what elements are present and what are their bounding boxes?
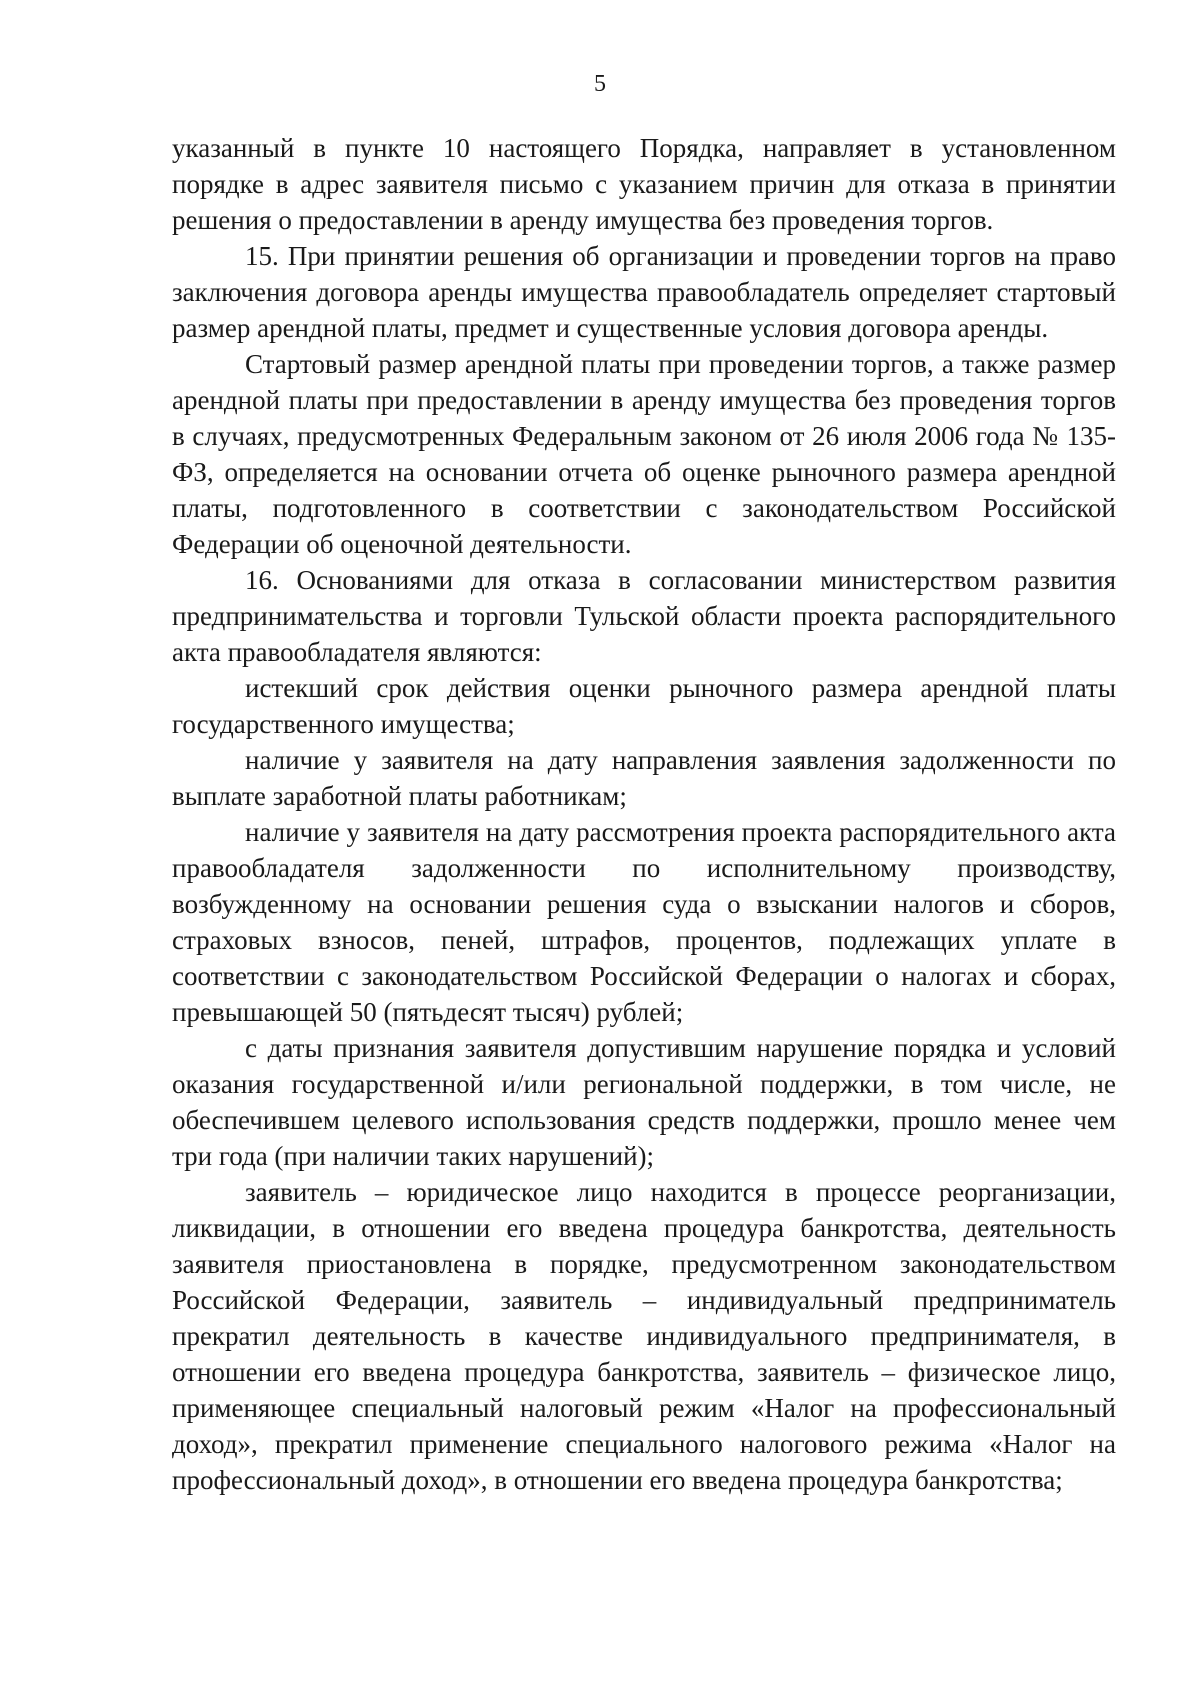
list-item-reorganization-bankruptcy: заявитель – юридическое лицо находится в процессе реорганизации, ликвидации, в отношении его введена процедура банкротства, деятельность заявителя приостановлена в порядке, предусмотренном законодательством Российской Федерации, заявитель – индивидуальный предприниматель прекратил деятельность в качестве индивидуального предпринимателя, в отношении его введена процедура банкротства, заявитель – физическое лицо, применяющее специальный налоговый режим «Налог на профессиональный доход», прекратил применение специального налогового режима «Налог на профессиональный доход», в отношении его введена процедура банкротства; <box>172 1177 1116 1495</box>
document-body <box>172 130 1116 1498</box>
list-item-wage-arrears: наличие у заявителя на дату направления заявления задолженности по выплате заработной платы работникам; <box>172 745 1116 811</box>
list-item-tax-debt: наличие у заявителя на дату рассмотрения проекта распорядительного акта правообладателя задолженности по исполнительному производству, возбужденному на основании решения суда о взыскании налогов и сборов, страховых взносов, пеней, штрафов, процентов, подлежащих уплате в соответствии с законодательством Российской Федерации о налогах и сборах, превышающей 50 (пятьдесят тысяч) рублей; <box>172 817 1116 1027</box>
paragraph-clause-16: 16. Основаниями для отказа в согласовании министерством развития предпринимательства и торговли Тульской области проекта распорядительного акта правообладателя являются: <box>172 565 1116 667</box>
list-item-expired-valuation: истекший срок действия оценки рыночного размера арендной платы государственного имущества; <box>172 673 1116 739</box>
paragraph-clause-15: 15. При принятии решения об организации и проведении торгов на право заключения договора аренды имущества правообладатель определяет стартовый размер арендной платы, предмет и существенные условия договора аренды. <box>172 241 1116 343</box>
list-item-support-violation: с даты признания заявителя допустившим нарушение порядка и условий оказания государственной и/или региональной поддержки, в том числе, не обеспечившем целевого использования средств поддержки, прошло менее чем три года (при наличии таких нарушений); <box>172 1033 1116 1171</box>
page-number: 5 <box>594 71 606 97</box>
paragraph-starting-rent: Стартовый размер арендной платы при проведении торгов, а также размер арендной платы при предоставлении в аренду имущества без проведения торгов в случаях, предусмотренных Федеральным законом от 26 июля 2006 года № 135-ФЗ, определяется на основании отчета об оценке рыночного размера арендной платы, подготовленного в соответствии с законодательством Российской Федерации об оценочной деятельности. <box>172 349 1116 559</box>
paragraph-continuation: указанный в пункте 10 настоящего Порядка, направляет в установленном порядке в адрес заявителя письмо с указанием причин для отказа в принятии решения о предоставлении в аренду имущества без проведения торгов. <box>172 133 1116 235</box>
